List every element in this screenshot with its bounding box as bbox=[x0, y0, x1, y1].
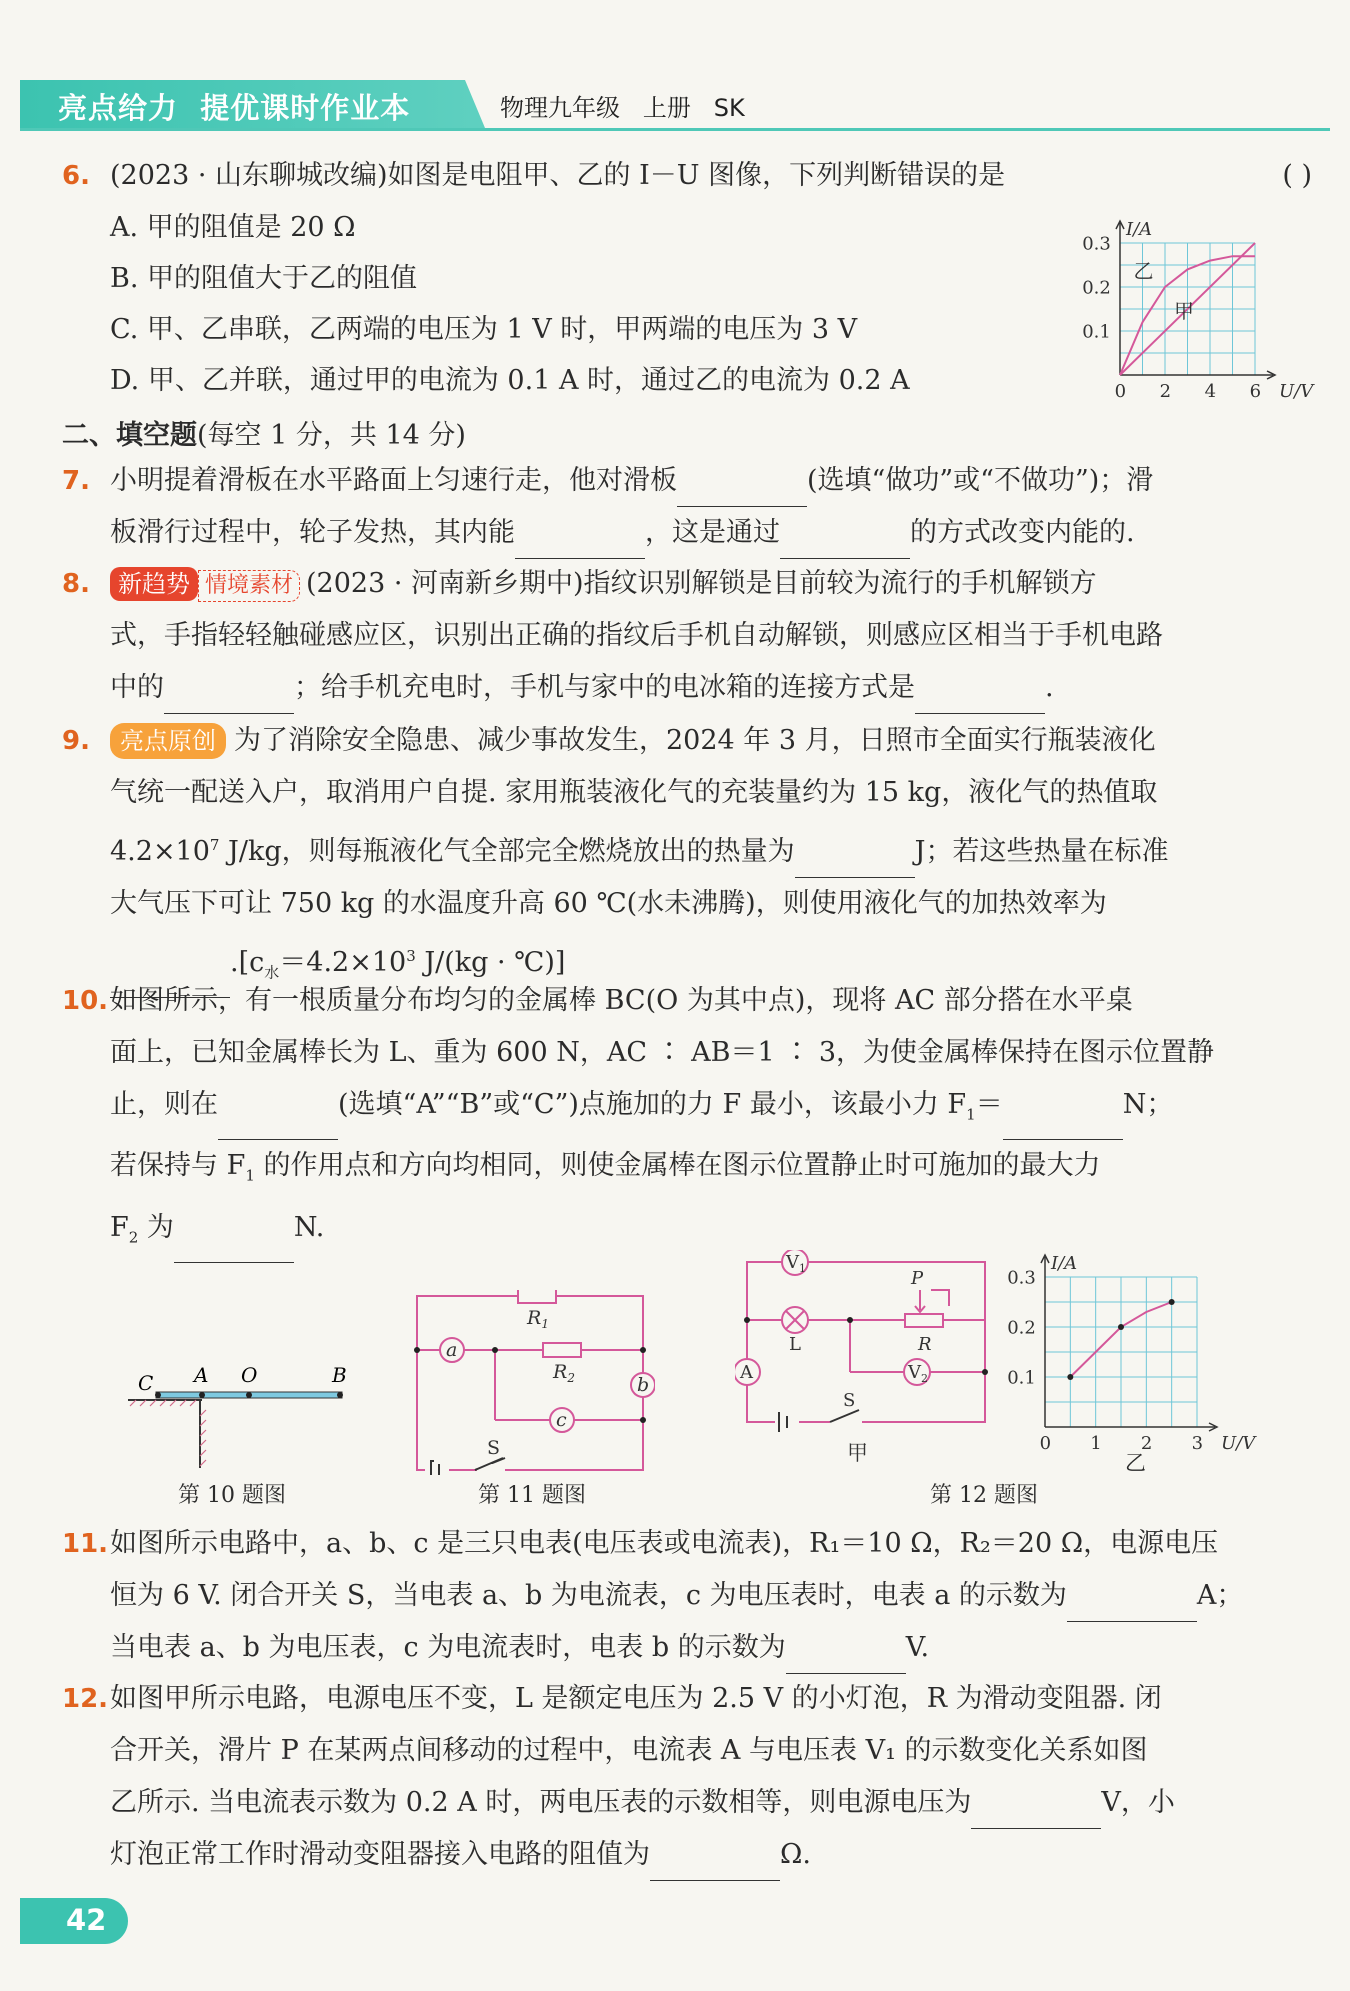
y-tick-label: 0.3 bbox=[1082, 233, 1111, 255]
answer-blank[interactable] bbox=[1067, 1589, 1197, 1622]
label-R: R bbox=[918, 1334, 932, 1355]
series-label: 甲 bbox=[1174, 298, 1194, 323]
x-tick-label: 0 bbox=[1114, 381, 1127, 402]
option-d: D. 甲、乙并联，通过甲的电流为 0.1 A 时，通过乙的电流为 0.2 A bbox=[110, 365, 910, 396]
label-S: S bbox=[843, 1390, 856, 1411]
option-c: C. 甲、乙串联，乙两端的电压为 1 V 时，甲两端的电压为 3 V bbox=[110, 314, 858, 345]
option-a: A. 甲的阻值是 20 Ω bbox=[110, 212, 356, 243]
question-number: 9. bbox=[62, 726, 90, 756]
question-12: 12.如图甲所示电路，电源电压不变，L 是额定电压为 2.5 V 的小灯泡，R 为滑动变阻器. 闭 合开关，滑片 P 在某两点间移动的过程中，电流表 A 与电压表 V₁ 的示数变化关系如图 乙所示. 当电流表示数为 0.2 A 时，两电压表的示数相等，则电源电压为 V，小 灯泡正常工作时滑动变阻器接入电路的阻值为 Ω. bbox=[62, 1673, 1330, 1881]
answer-blank[interactable] bbox=[915, 681, 1045, 714]
meter-c: c bbox=[556, 1409, 567, 1431]
label-jia: 甲 bbox=[847, 1441, 868, 1465]
page-number: 42 bbox=[66, 1903, 107, 1937]
q12-iu-chart bbox=[1000, 1235, 1300, 1460]
answer-blank[interactable] bbox=[677, 474, 807, 507]
question-number: 10. bbox=[62, 986, 109, 1016]
answer-blank[interactable] bbox=[174, 1230, 294, 1263]
x-axis-label: U/V bbox=[1221, 1433, 1256, 1454]
context-badge: 情境素材 bbox=[198, 570, 300, 602]
answer-paren: ( ) bbox=[1282, 160, 1312, 191]
y-tick-label: 0.1 bbox=[1007, 1367, 1036, 1389]
meter-b: b bbox=[637, 1374, 650, 1396]
label-R1: $R_1$ bbox=[527, 1307, 549, 1331]
meter-V1: $V_1$ bbox=[786, 1252, 806, 1275]
figure-11 bbox=[405, 1290, 655, 1475]
question-number: 11. bbox=[62, 1529, 109, 1559]
question-9: 9. 亮点原创 为了消除安全隐患、减少事故发生，2024 年 3 月，日照市全面实行瓶装液化 气统一配送入户，取消用户自提. 家用瓶装液化气的充装量约为 15 kg，液化气的热值取 $4.2\times 10^7$ J/kg，则每瓶液化气全部完全燃烧放出的热量为 J；若这些热量在标准 大气压下可让 750 kg 的水温度升高 60 ℃(水未沸腾)，则使用液化气的加热效率为 $.[c_水=4.2\times 10^3$ J/(kg · ℃)] bbox=[62, 715, 1330, 998]
series-label: 乙 bbox=[1133, 259, 1154, 284]
answer-blank[interactable] bbox=[971, 1796, 1101, 1829]
y-tick-label: 0.3 bbox=[1007, 1267, 1036, 1289]
label-yi: 乙 bbox=[1125, 1451, 1146, 1475]
y-tick-label: 0.2 bbox=[1007, 1317, 1036, 1339]
meter-V2: $V_2$ bbox=[908, 1362, 928, 1385]
label-B: B bbox=[332, 1363, 347, 1387]
label-P: P bbox=[911, 1268, 924, 1289]
option-b: B. 甲的阻值大于乙的阻值 bbox=[110, 263, 418, 294]
x-tick-label: 6 bbox=[1249, 381, 1262, 402]
answer-blank[interactable] bbox=[786, 1641, 906, 1674]
question-number: 12. bbox=[62, 1684, 109, 1714]
answer-blank[interactable] bbox=[218, 1107, 338, 1140]
x-tick-label: 3 bbox=[1191, 1433, 1204, 1454]
question-10: 10.如图所示，有一根质量分布均匀的金属棒 BC(O 为其中点)，现将 AC 部分搭在水平桌 面上，已知金属棒长为 L、重为 600 N，AC ∶ AB＝1 ∶ 3，为使金属棒保持在图示位置静 止，则在 (选填“A”“B”或“C”)点施加的力 F 最小，该最小力 $F_1= N$； 若保持与 $F_1$ 的作用点和方向均相同，则使金属棒在图示位置静止时可施加的最大力 $F_2$ 为 N. bbox=[62, 975, 1330, 1263]
trend-badge: 新趋势 bbox=[110, 567, 198, 601]
original-badge: 亮点原创 bbox=[110, 723, 226, 759]
meter-a: a bbox=[446, 1339, 458, 1361]
x-tick-label: 2 bbox=[1140, 1433, 1153, 1454]
question-number: 7. bbox=[62, 466, 90, 496]
label-R2: $R_2$ bbox=[553, 1361, 575, 1385]
answer-blank[interactable] bbox=[164, 681, 294, 714]
header-rule bbox=[20, 128, 1330, 131]
question-6 bbox=[62, 150, 1330, 202]
question-stem: (2023 · 山东聊城改编)如图是电阻甲、乙的 I－U 图像，下列判断错误的是 bbox=[110, 160, 1006, 191]
label-C: C bbox=[138, 1371, 154, 1395]
figure-10-caption: 第 10 题图 bbox=[178, 1483, 286, 1508]
label-L: L bbox=[789, 1334, 801, 1355]
y-axis-label: I/A bbox=[1051, 1253, 1078, 1274]
x-tick-label: 4 bbox=[1204, 381, 1217, 402]
figure-10 bbox=[120, 1360, 360, 1480]
answer-blank[interactable] bbox=[780, 526, 910, 559]
question-number: 6. bbox=[62, 161, 90, 191]
question-8: 8. 新趋势 情境素材 (2023 · 河南新乡期中)指纹识别解锁是目前较为流行的手机解锁方 式，手指轻轻触碰感应区，识别出正确的指纹后手机自动解锁，则感应区相当于手机电路 中的 ；给手机充电时，手机与家中的电冰箱的连接方式是 . bbox=[62, 558, 1330, 714]
meter-A: A bbox=[740, 1362, 753, 1383]
book-title: 亮点给力 提优课时作业本 bbox=[58, 91, 411, 125]
question-7: 7. 小明提着滑板在水平路面上匀速行走，他对滑板 (选填“做功”或“不做功”)；滑 板滑行过程中，轮子发热，其内能 ，这是通过 的方式改变内能的. bbox=[62, 455, 1330, 559]
answer-blank[interactable] bbox=[650, 1848, 780, 1881]
data-point bbox=[1118, 1324, 1124, 1330]
data-point bbox=[1169, 1299, 1175, 1305]
answer-blank[interactable] bbox=[1003, 1107, 1123, 1140]
x-tick-label: 0 bbox=[1039, 1433, 1052, 1454]
question-11: 11.如图所示电路中，a、b、c 是三只电表(电压表或电流表)，R₁＝10 Ω，R₂＝20 Ω，电源电压 恒为 6 V. 闭合开关 S，当电表 a、b 为电流表，c 为电压表时，电表 a 的示数为 A； 当电表 a、b 为电压表，c 为电流表时，电表 b 的示数为 V. bbox=[62, 1518, 1330, 1674]
section-note: (每空 1 分，共 14 分) bbox=[197, 420, 466, 451]
label-S: S bbox=[487, 1437, 501, 1459]
figure-11-caption: 第 11 题图 bbox=[478, 1483, 586, 1508]
y-tick-label: 0.1 bbox=[1082, 321, 1111, 343]
y-axis-label: I/A bbox=[1126, 219, 1153, 240]
figure-12-caption: 第 12 题图 bbox=[930, 1483, 1038, 1508]
x-axis-label: U/V bbox=[1279, 381, 1314, 402]
x-tick-label: 1 bbox=[1090, 1433, 1102, 1454]
label-A: A bbox=[194, 1363, 209, 1387]
question-number: 8. bbox=[62, 569, 90, 599]
answer-blank[interactable] bbox=[795, 845, 915, 878]
data-point bbox=[1067, 1374, 1073, 1380]
x-tick-label: 2 bbox=[1159, 381, 1172, 402]
q6-iu-chart bbox=[1075, 205, 1340, 405]
section-title: 二、填空题(每空 1 分，共 14 分) bbox=[62, 420, 466, 451]
page-header bbox=[20, 80, 1330, 132]
answer-blank[interactable] bbox=[515, 526, 645, 559]
book-subtitle: 物理九年级 上册 SK bbox=[500, 94, 745, 122]
y-tick-label: 0.2 bbox=[1082, 277, 1111, 299]
label-O: O bbox=[241, 1363, 258, 1387]
figure-12-circuit bbox=[735, 1250, 995, 1465]
